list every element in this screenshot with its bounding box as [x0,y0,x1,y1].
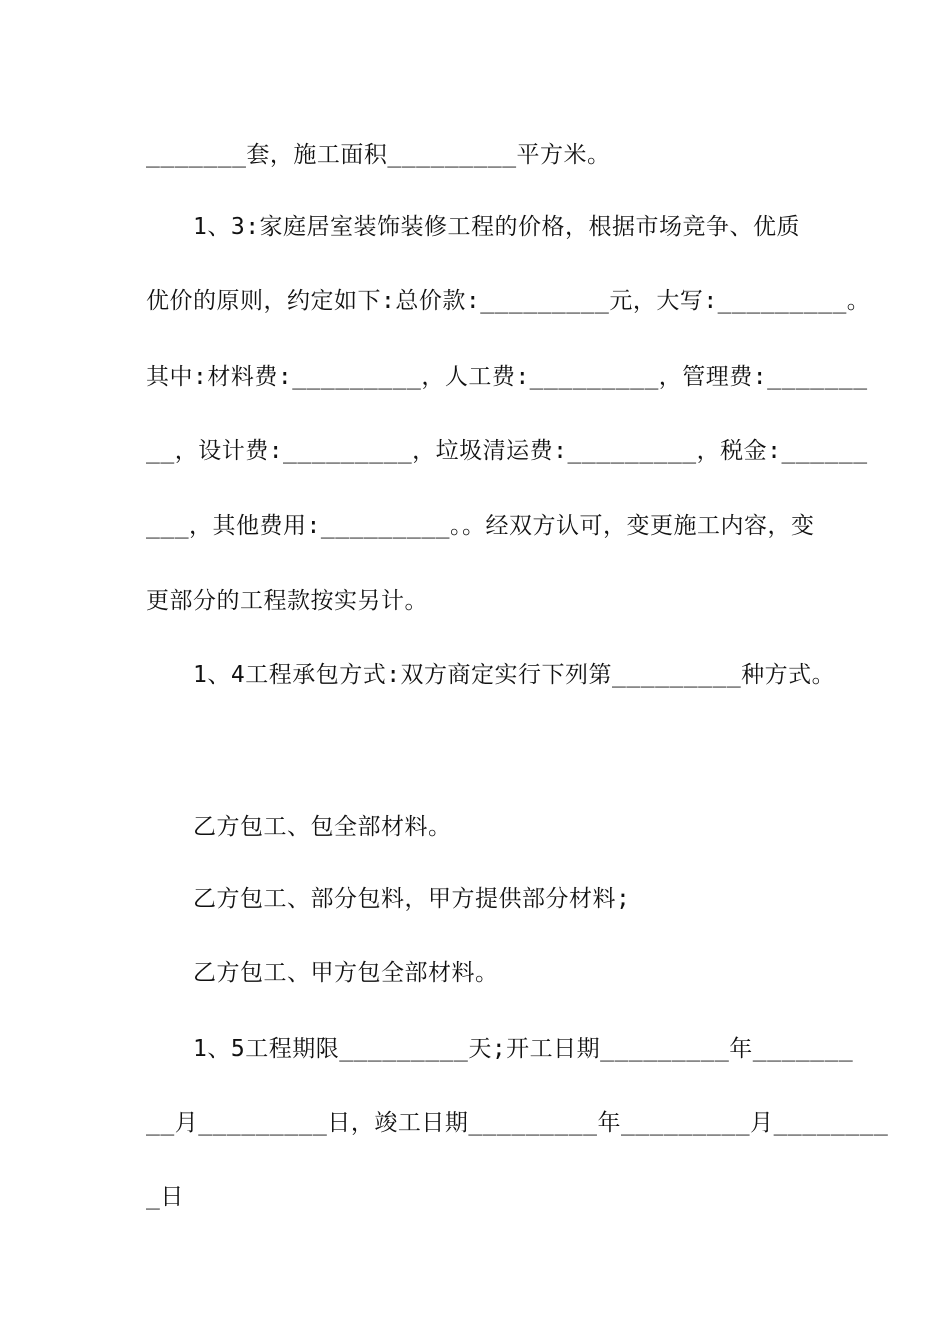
text-line-12: 1、5工程期限_________天;开工日期_________年_______ [193,1036,854,1062]
text-line-4: 其中:材料费:_________，人工费:_________，管理费:_______ [146,364,868,390]
text-line-9: 乙方包工、包全部材料。 [193,814,452,840]
text-line-2: 1、3:家庭居室装饰装修工程的价格，根据市场竞争、优质 [193,214,801,240]
text-line-6: ___，其他费用:_________。。经双方认可，变更施工内容，变 [146,513,815,539]
text-line-7: 更部分的工程款按实另计。 [146,588,428,614]
text-line-8: 1、4工程承包方式:双方商定实行下列第_________种方式。 [193,662,836,688]
text-line-13: __月_________日，竣工日期_________年_________月________ [146,1110,889,1136]
text-line-5: __，设计费:_________，垃圾清运费:_________，税金:______ [146,438,868,464]
text-line-11: 乙方包工、甲方包全部材料。 [193,960,499,986]
text-line-10: 乙方包工、部分包料，甲方提供部分材料; [193,886,631,912]
text-line-3: 优价的原则，约定如下:总价款:_________元，大写:_________。 [146,288,871,314]
text-line-14: _日 [146,1184,184,1210]
text-line-1: _______套，施工面积_________平方米。 [146,142,611,168]
